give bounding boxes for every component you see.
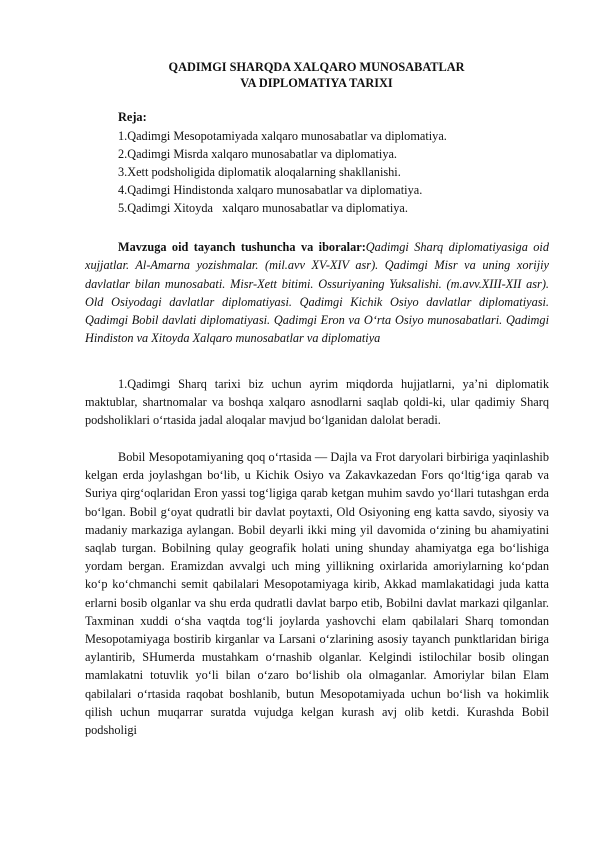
body-paragraph-2: Bobil Mesopotamiyaning qoq o‘rtasida — Dajla va Frot daryolari birbiriga yaqinlashib kelgan erda joylashgan bo‘lib, u Kichik Osiyo va Zakavkazedan Fors qo‘ltig‘iga qarab va Suriya qirg‘oqlaridan Eron yassi tog‘ligiga qarab ketgan muhim savdo yo‘llari tutashgan erda bo‘lgan. Bobil g‘oyat qudratli bir davlat poytaxti, Old Osiyoning eng katta savdo, siyosiy va madaniy markaziga aylangan. Bobil deyarli ikki ming yil davomida o‘zining bu ahamiyatini saqlab turgan. Bobilning qulay geografik holati uning shunday ahamiyatga ega bo‘lishiga yordam bergan. Eramizdan avvalgi uch ming yillikning oxirlarida amoriylarning ko‘pdan ko‘p ko‘chmanchi semit qabilalari Mesopotamiyaga kirib, Akkad mamlakatidagi juda katta erlarni bosib olganlar va shu erda qudratli davlat barpo etib, Bobilni davlat markazi qilganlar. Taxminan xuddi o‘sha vaqtda tog‘li joylarda yashovchi elam qabilalari Sharq tomondan Mesopotamiyaga bostirib kirganlar va Larsani o‘zlarining asosiy tayanch punktlaridan biriga aylantirib, SHumerda mustahkam o‘rnashib olganlar. Kelgindi istilochilar bosib olingan mamlakatni totuvlik yo‘li bilan o‘zaro bo‘lishib ola olmaganlar. Amoriylar bilan Elam qabilalari o‘rtasida raqobat boshlanib, butun Mesopotamiyada uchun bo‘lish va hokimlik qilish uchun muqarrar suratda vujudga kelgan kurash avj olib ketdi. Kurashda Bobil podsholigi	[85, 450, 549, 738]
keywords-lead: Mavzuga oid tayanch tushuncha va iboralar:	[118, 240, 366, 254]
plan-item: 2.Qadimgi Misrda xalqaro munosabatlar va diplomatiya.	[118, 147, 398, 161]
keywords-text: Qadimgi Sharq diplomatiyasiga oid xujjatlar. Al-Amarna yozishmalar. (mil.avv XV-XIV asr). Qadimgi Misr va uning xorijiy davlatlar bilan munosabati. Misr-Xett bitimi. Ossuriyaning Yuksalishi. (m.avv.XIII-XII asr). Old Osiyodagi davlatlar diplomatiyasi. Qadimgi Kichik Osiyo davlatlar diplomatiyasi. Qadimgi Bobil davlati diplomatiyasi. Qadimgi Eron va O‘rta Osiyo munosabatlari. Qadimgi Hindiston va Xitoyda Xalqaro munosabatlar va diplomatiya	[85, 240, 549, 346]
plan-list	[118, 127, 447, 217]
plan-heading: Reja:	[118, 110, 147, 124]
plan-item: 5.Qadimgi Xitoyda xalqaro munosabatlar va diplomatiya.	[118, 201, 408, 215]
document-title-line-2: VA DIPLOMATIYA TARIXI	[240, 76, 393, 90]
document-title-line-1: QADIMGI SHARQDA XALQARO MUNOSABATLAR	[168, 60, 465, 74]
keywords-paragraph	[85, 238, 549, 348]
body-paragraph-1: 1.Qadimgi Sharq tarixi biz uchun ayrim miqdorda hujjatlarni, ya’ni diplomatik maktublar, shartnomalar va boshqa xalqaro asnodlarni saqlab qoldi-ki, ular qadimiy Sharq podsholiklari o‘rtasida jadal aloqalar mavjud bo‘lganidan dalolat beradi.	[85, 377, 549, 428]
plan-item: 4.Qadimgi Hindistonda xalqaro munosabatlar va diplomatiya.	[118, 183, 423, 197]
plan-item: 1.Qadimgi Mesopotamiyada xalqaro munosabatlar va diplomatiya.	[118, 129, 447, 143]
plan-item: 3.Xett podsholigida diplomatik aloqalarning shakllanishi.	[118, 165, 401, 179]
